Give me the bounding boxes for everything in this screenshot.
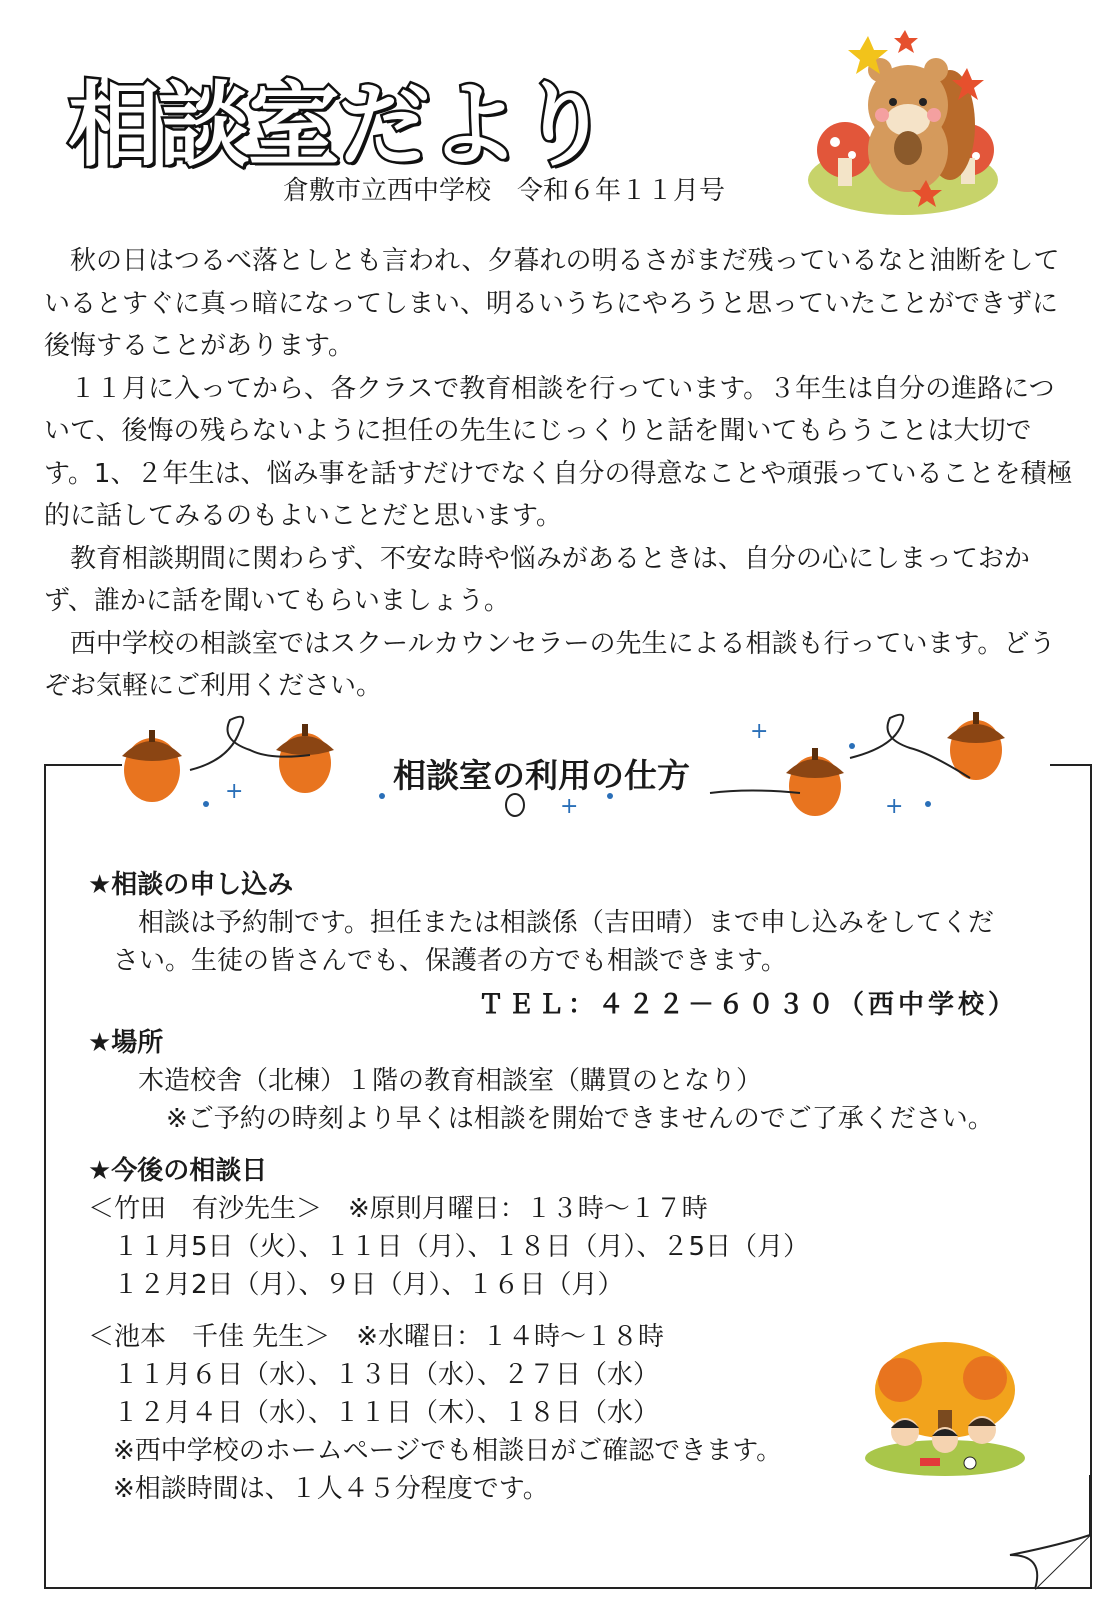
- acorn-icon: [122, 730, 182, 802]
- place-heading: ★場所: [88, 1028, 164, 1058]
- intro-paragraph: 西中学校の相談室ではスクールカウンセラーの先生による相談も行っています。どうぞお気軽にご利用ください。: [44, 628, 1056, 701]
- svg-text:+: +: [560, 794, 579, 819]
- telephone-number: ＴＥＬ：４２２－６０３０（西中学校）: [477, 990, 1018, 1020]
- newsletter-subtitle: 倉敷市立西中学校 令和６年１１月号: [283, 176, 726, 206]
- acorn-icon: [786, 748, 844, 816]
- svg-text:+: +: [225, 779, 244, 804]
- schedule-dates: １２月2日（月）、９日（月）、１６日（月）: [113, 1270, 624, 1300]
- squirrel-illustration: [800, 30, 1010, 220]
- apply-text: 相談は予約制です。担任または相談係（吉田晴）まで申し込みをしてくだ: [138, 908, 994, 938]
- counselor-name: ＜池本 千佳 先生＞ ※水曜日：１４時～１８時: [88, 1322, 665, 1352]
- svg-text:+: +: [885, 794, 904, 819]
- page-curl-decoration: [990, 1475, 1095, 1590]
- schedule-note: ※西中学校のホームページでも相談日がご確認できます。: [113, 1436, 783, 1466]
- schedule-dates: １１月６日（水）、１３日（水）、２７日（水）: [113, 1360, 660, 1390]
- svg-text:+: +: [750, 719, 769, 744]
- place-text: 木造校舎（北棟）１階の教育相談室（購買のとなり）: [138, 1066, 763, 1096]
- counselor-name: ＜竹田 有沙先生＞ ※原則月曜日：１３時～１７時: [88, 1194, 708, 1224]
- apply-text: さい。生徒の皆さんでも、保護者の方でも相談できます。: [113, 946, 787, 976]
- schedule-note: ※相談時間は、１人４５分程度です。: [113, 1474, 549, 1504]
- intro-paragraph: 教育相談期間に関わらず、不安な時や悩みがあるときは、自分の心にしまっておかず、誰かに話を聞いてもらいましょう。: [44, 543, 1030, 616]
- acorn-icon: [276, 724, 334, 793]
- intro-paragraph: １１月に入ってから、各クラスで教育相談を行っています。３年生は自分の進路について、後悔の残らないように担任の先生にじっくりと話を聞いてもらうことは大切です。1、２年生は、悩み事を話すだけでなく自分の得意なことや頑張っていることを積極的に話してみるのもよいことだと思います。: [44, 373, 1073, 531]
- place-note: ※ご予約の時刻より早くは相談を開始できませんのでご了承ください。: [166, 1104, 994, 1134]
- schedule-heading: ★今後の相談日: [88, 1156, 268, 1186]
- intro-paragraph: 秋の日はつるべ落としとも言われ、夕暮れの明るさがまだ残っているなと油断をしているとすぐに真っ暗になってしまい、明るいうちにやろうと思っていたことができずに後悔することがあります。: [44, 246, 1060, 361]
- apply-heading: ★相談の申し込み: [88, 870, 294, 900]
- intro-text: [44, 240, 1074, 708]
- children-picnic-illustration: [860, 1340, 1030, 1480]
- usage-title: 相談室の利用の仕方: [393, 756, 690, 795]
- schedule-dates: １２月４日（水）、１１日（木）、１８日（水）: [113, 1398, 660, 1428]
- schedule-dates: １１月5日（火）、１１日（月）、１８日（月）、２5日（月）: [113, 1232, 810, 1262]
- newsletter-title: 相談室だより: [68, 72, 609, 179]
